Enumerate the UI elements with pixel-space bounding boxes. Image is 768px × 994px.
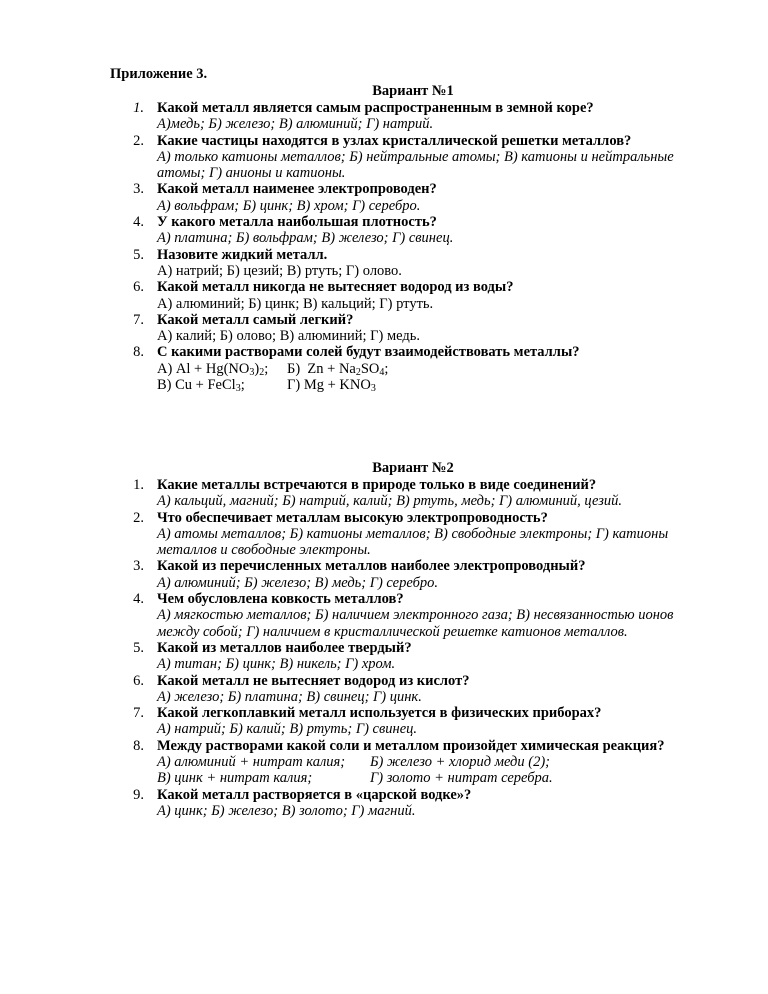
v2-question-6 [127,673,717,706]
question-number: 3. [133,181,144,198]
question-number: 2. [133,132,144,149]
answer-a: А) алюминий + нитрат калия; [157,754,346,771]
question-number: 3. [133,558,144,575]
question-text: У какого металла наибольшая плотность? [157,214,437,231]
answer-d: Г) золото + нитрат серебра. [370,770,553,787]
question-number: 8. [133,344,144,361]
v2-question-7 [127,705,717,738]
question-number: 8. [133,737,144,754]
answer-options: А) атомы металлов; Б) катионы металлов; В) свободные электроны; Г) катионы металлов и свободные электроны. [157,525,669,559]
answer-options: А) кальций, магний; Б) натрий, калий; В) ртуть, медь; Г) алюминий, цезий. [157,493,623,510]
answer-options: А) мягкостью металлов; Б) наличием электронного газа; В) несвязанностью ионов между собой; Г) наличием в кристаллической решетке катионов металлов. [157,607,674,640]
answer-b: Б) $Zn + Na_2SO_4$; [287,360,389,378]
question-number: 6. [133,672,144,689]
question-text: Чем обусловлена ковкость металлов? [157,591,404,608]
variant-2-question-list [127,477,717,819]
answer-options: А) только катионы металлов; Б) нейтральные атомы; В) катионы и нейтральные атомы; Г) анионы и катионы. [157,148,674,182]
variant-1-question-list [127,100,717,393]
answer-options: А) алюминий; Б) цинк; В) кальций; Г) ртуть. [157,295,434,312]
answer-row-1 [157,754,717,770]
answer-options: А) натрий; Б) калий; В) ртуть; Г) свинец. [157,721,418,738]
answer-a: А) $Al + Hg(NO_3)_2$; [157,360,269,378]
question-text: Какой металл растворяется в «царской водке»? [157,786,472,803]
answer-options: А) вольфрам; Б) цинк; В) хром; Г) серебро. [157,197,421,214]
answer-options: А) калий; Б) олово; В) алюминий; Г) медь. [157,328,421,345]
v2-question-4 [127,591,717,640]
question-number: 2. [133,509,144,526]
v1-question-3 [127,181,717,214]
question-number: 5. [133,246,144,263]
answer-options: А) титан; Б) цинк; В) никель; Г) хром. [157,656,396,673]
question-text: Между растворами какой соли и металлом произойдет химическая реакция? [157,737,665,754]
v2-question-3 [127,558,717,591]
question-number: 1. [133,477,144,493]
answer-options: А) цинк; Б) железо; В) золото; Г) магний. [157,802,416,819]
question-text: Какой из металлов наиболее твердый? [157,639,412,656]
question-text: С какими растворами солей будут взаимодействовать металлы? [157,344,580,361]
answer-options: А) платина; Б) вольфрам; В) железо; Г) свинец. [157,230,454,247]
question-number: 4. [133,214,144,231]
v1-question-7 [127,312,717,345]
question-number: 5. [133,639,144,656]
v1-question-8 [127,344,717,393]
question-text: Какой металл самый легкий? [157,311,354,328]
v2-question-9 [127,787,717,820]
variant-1-title: Вариант №1 [372,83,454,99]
question-text: Какой металл не вытесняет водород из кислот? [157,672,470,689]
v1-question-4 [127,214,717,247]
question-number: 6. [133,279,144,296]
answer-row-2 [157,770,717,786]
answer-c: В) Cu + FeCl$_3$; [157,377,245,395]
answer-row-1 [157,361,717,377]
question-text: Какой легкоплавкий металл используется в физических приборах? [157,705,602,722]
answer-options: А) железо; Б) платина; В) свинец; Г) цинк. [157,688,422,705]
page-heading: Приложение 3. [110,66,208,82]
question-number: 1. [133,100,144,116]
answer-options: А) натрий; Б) цезий; В) ртуть; Г) олово. [157,262,402,279]
question-text: Какой металл является самым распространенным в земной коре? [157,100,594,116]
v2-question-1 [127,477,717,510]
question-text: Какие частицы находятся в узлах кристаллической решетки металлов? [157,132,632,149]
v1-question-1 [127,100,717,133]
question-text: Назовите жидкий металл. [157,246,328,263]
answer-b: Б) железо + хлорид меди (2); [370,754,550,771]
v2-question-2 [127,510,717,559]
v2-question-8 [127,738,717,787]
question-text: Какой из перечисленных металлов наиболее электропроводный? [157,558,586,575]
answer-options: А)медь; Б) железо; В) алюминий; Г) натрий. [157,116,434,133]
answer-options: А) алюминий; Б) железо; В) медь; Г) серебро. [157,574,439,591]
question-text: Какие металлы встречаются в природе только в виде соединений? [157,477,597,493]
question-number: 9. [133,786,144,803]
question-number: 7. [133,705,144,722]
answer-d: Г) $Mg + KNO_3$ [287,377,376,395]
question-text: Какой металл никогда не вытесняет водород из воды? [157,279,514,296]
question-number: 4. [133,591,144,608]
v2-question-5 [127,640,717,673]
v1-question-5 [127,247,717,280]
v1-question-6 [127,279,717,312]
answer-c: В) цинк + нитрат калия; [157,770,313,787]
answer-row-2 [157,377,717,393]
variant-2-title: Вариант №2 [372,460,454,476]
v1-question-2 [127,133,717,182]
question-number: 7. [133,311,144,328]
question-text: Что обеспечивает металлам высокую электропроводность? [157,509,548,526]
question-text: Какой металл наименее электропроводен? [157,181,437,198]
